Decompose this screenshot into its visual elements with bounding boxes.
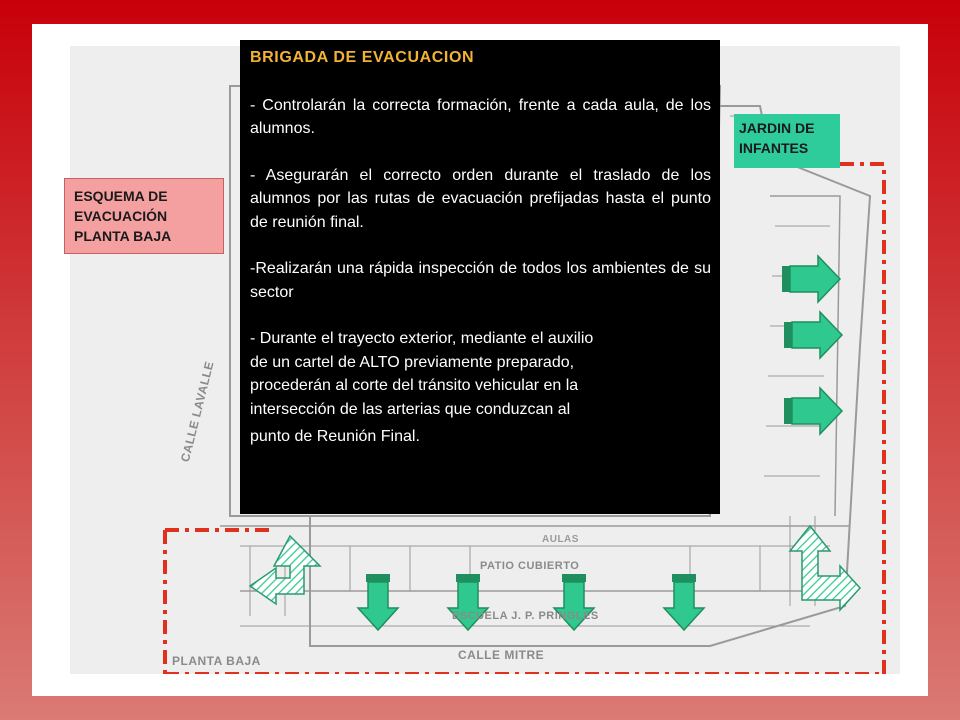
title-line: PLANTA BAJA bbox=[74, 228, 172, 244]
title-line: EVACUACIÓN bbox=[74, 208, 168, 224]
arrow-down-1 bbox=[358, 574, 398, 630]
street-label-mitre: CALLE MITRE bbox=[458, 648, 545, 662]
brigade-duty-4-line: de un cartel de ALTO previamente preparado, bbox=[250, 353, 575, 371]
area-label-escuela: ESCUELA J. P. PRINGLES bbox=[452, 610, 599, 622]
slide bbox=[32, 24, 928, 696]
diagram-title-box bbox=[64, 178, 224, 254]
brigade-duty-4-line: - Durante el trayecto exterior, mediante el auxilio bbox=[250, 330, 594, 347]
area-label-aulas: AULAS bbox=[542, 534, 579, 545]
arrow-right-2 bbox=[784, 312, 842, 358]
brigade-title: BRIGADA DE EVACUACION bbox=[250, 49, 475, 66]
street-label-lavalle: CALLE LAVALLE bbox=[178, 359, 217, 464]
kindergarten-label-box bbox=[734, 114, 840, 168]
arrow-right-1 bbox=[782, 256, 840, 302]
brigade-duty-2: - Asegurarán el correcto orden durante el traslado de los alumnos por las rutas de evacuación prefijadas hasta el punto de reunión final. bbox=[250, 166, 711, 231]
title-line: ESQUEMA DE bbox=[74, 188, 168, 204]
arrow-right-3 bbox=[784, 388, 842, 434]
kindergarten-label-line: JARDIN DE bbox=[739, 120, 815, 136]
brigade-duty-3: -Realizarán una rápida inspección de todos los ambientes de su sector bbox=[250, 260, 711, 301]
brigade-duty-1: - Controlarán la correcta formación, frente a cada aula, de los alumnos. bbox=[250, 96, 711, 137]
floor-label: PLANTA BAJA bbox=[172, 654, 261, 668]
brigade-duty-4-line: procederán al corte del tránsito vehicular en la bbox=[250, 377, 579, 394]
kindergarten-label-line: INFANTES bbox=[739, 140, 809, 156]
arrow-down-4 bbox=[664, 574, 704, 630]
area-label-patio: PATIO CUBIERTO bbox=[480, 560, 580, 572]
brigade-duty-4-line: punto de Reunión Final. bbox=[250, 428, 420, 445]
brigade-duty-4-line: intersección de las arterias que conduzcan al bbox=[250, 400, 571, 418]
brigade-duty-4 bbox=[250, 327, 711, 449]
brigade-info-box bbox=[240, 40, 720, 514]
